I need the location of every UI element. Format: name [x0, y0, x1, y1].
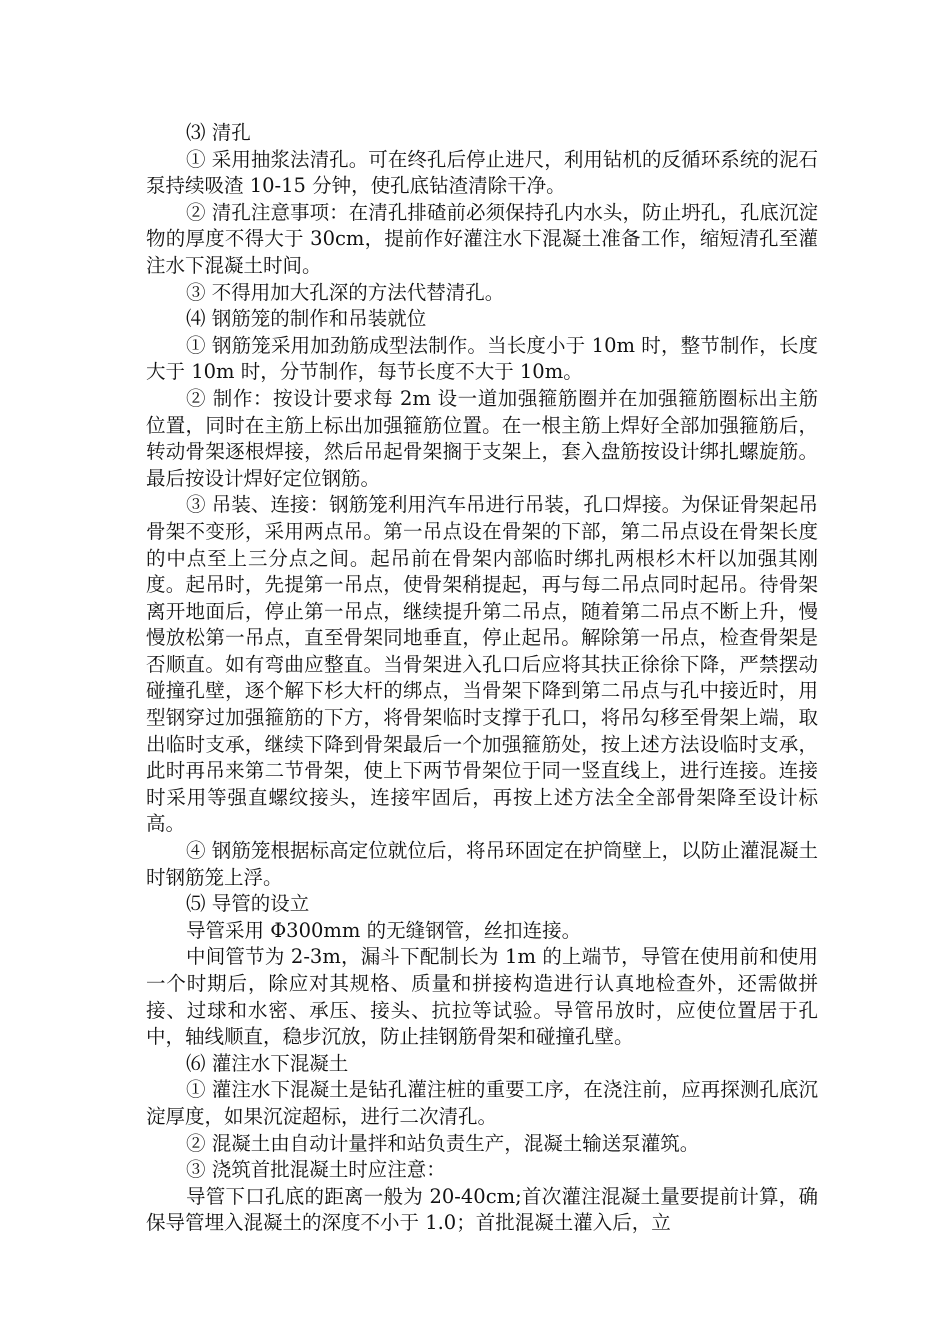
paragraph: ③ 不得用加大孔深的方法代替清孔。	[186, 280, 505, 304]
paragraph: ① 采用抽浆法清孔。可在终孔后停止进尺，利用钻机的反循环系统的泥石泵持续吸渣 10-15 分钟，使孔底钻渣清除干净。	[146, 147, 818, 198]
paragraph: 中间管节为 2-3m，漏斗下配制长为 1m 的上端节，导管在使用前和使用一个时期后，除应对其规格、质量和拼接构造进行认真地检查外，还需做拼接、过球和水密、承压、接头、抗拉等试验。导管吊放时，应使位置居于孔中，轴线顺直，稳步沉放，防止挂钢筋骨架和碰撞孔壁。	[146, 945, 818, 1049]
heading-underwater-concrete: ⑹ 灌注水下混凝土	[186, 1051, 349, 1075]
document-body	[146, 120, 818, 1237]
heading-rebar-cage: ⑷ 钢筋笼的制作和吊装就位	[186, 307, 427, 331]
paragraph: ② 清孔注意事项：在清孔排碴前必须保持孔内水头，防止坍孔，孔底沉淀物的厚度不得大于 30cm，提前作好灌注水下混凝土准备工作，缩短清孔至灌注水下混凝土时间。	[146, 200, 818, 277]
paragraph: ③ 吊装、连接：钢筋笼利用汽车吊进行吊装，孔口焊接。为保证骨架起吊骨架不变形，采用两点吊。第一吊点设在骨架的下部，第二吊点设在骨架长度的中点至上三分点之间。起吊前在骨架内部临时绑扎两根杉木杆以加强其刚度。起吊时，先提第一吊点，使骨架稍提起，再与每二吊点同时起吊。待骨架离开地面后，停止第一吊点，继续提升第二吊点，随着第二吊点不断上升，慢慢放松第一吊点，直至骨架同地垂直，停止起吊。解除第一吊点，检查骨架是否顺直。如有弯曲应整直。当骨架进入孔口后应将其扶正徐徐下降，严禁摆动碰撞孔壁，逐个解下杉大杆的绑点，当骨架下降到第二吊点与孔中接近时，用型钢穿过加强箍筋的下方，将骨架临时支撑于孔口，将吊勾移至骨架上端，取出临时支承，继续下降到骨架最后一个加强箍筋处，按上述方法设临时支承，此时再吊来第二节骨架，使上下两节骨架位于同一竖直线上，进行连接。连接时采用等强直螺纹接头，连接牢固后，再按上述方法全全部骨架降至设计标高。	[146, 493, 818, 836]
paragraph: ④ 钢筋笼根据标高定位就位后，将吊环固定在护筒壁上，以防止灌混凝土时钢筋笼上浮。	[146, 839, 818, 889]
paragraph: ① 灌注水下混凝土是钻孔灌注桩的重要工序，在浇注前，应再探测孔底沉淀厚度，如果沉淀超标，进行二次清孔。	[146, 1078, 818, 1128]
paragraph: 导管下口孔底的距离一般为 20-40cm;首次灌注混凝土量要提前计算，确保导管埋入混凝土的深度不小于 1.0；首批混凝土灌入后，立	[146, 1184, 818, 1235]
paragraph: 导管采用 Φ300mm 的无缝钢管，丝扣连接。	[186, 918, 582, 942]
paragraph: ② 制作：按设计要求每 2m 设一道加强箍筋圈并在加强箍筋圈标出主筋位置，同时在主筋上标出加强箍筋位置。在一根主筋上焊好全部加强箍筋后，转动骨架逐根焊接，然后吊起骨架搁于支架上，套入盘筋按设计绑扎螺旋筋。最后按设计焊好定位钢筋。	[146, 386, 818, 490]
paragraph: ① 钢筋笼采用加劲筋成型法制作。当长度小于 10m 时，整节制作，长度大于 10m 时，分节制作，每节长度不大于 10m。	[146, 333, 818, 384]
paragraph: ② 混凝土由自动计量拌和站负责生产，混凝土输送泵灌筑。	[186, 1131, 700, 1155]
heading-cleaning: ⑶ 清孔	[186, 121, 251, 144]
paragraph: ③ 浇筑首批混凝土时应注意：	[186, 1158, 446, 1182]
heading-conduit: ⑸ 导管的设立	[186, 892, 310, 916]
